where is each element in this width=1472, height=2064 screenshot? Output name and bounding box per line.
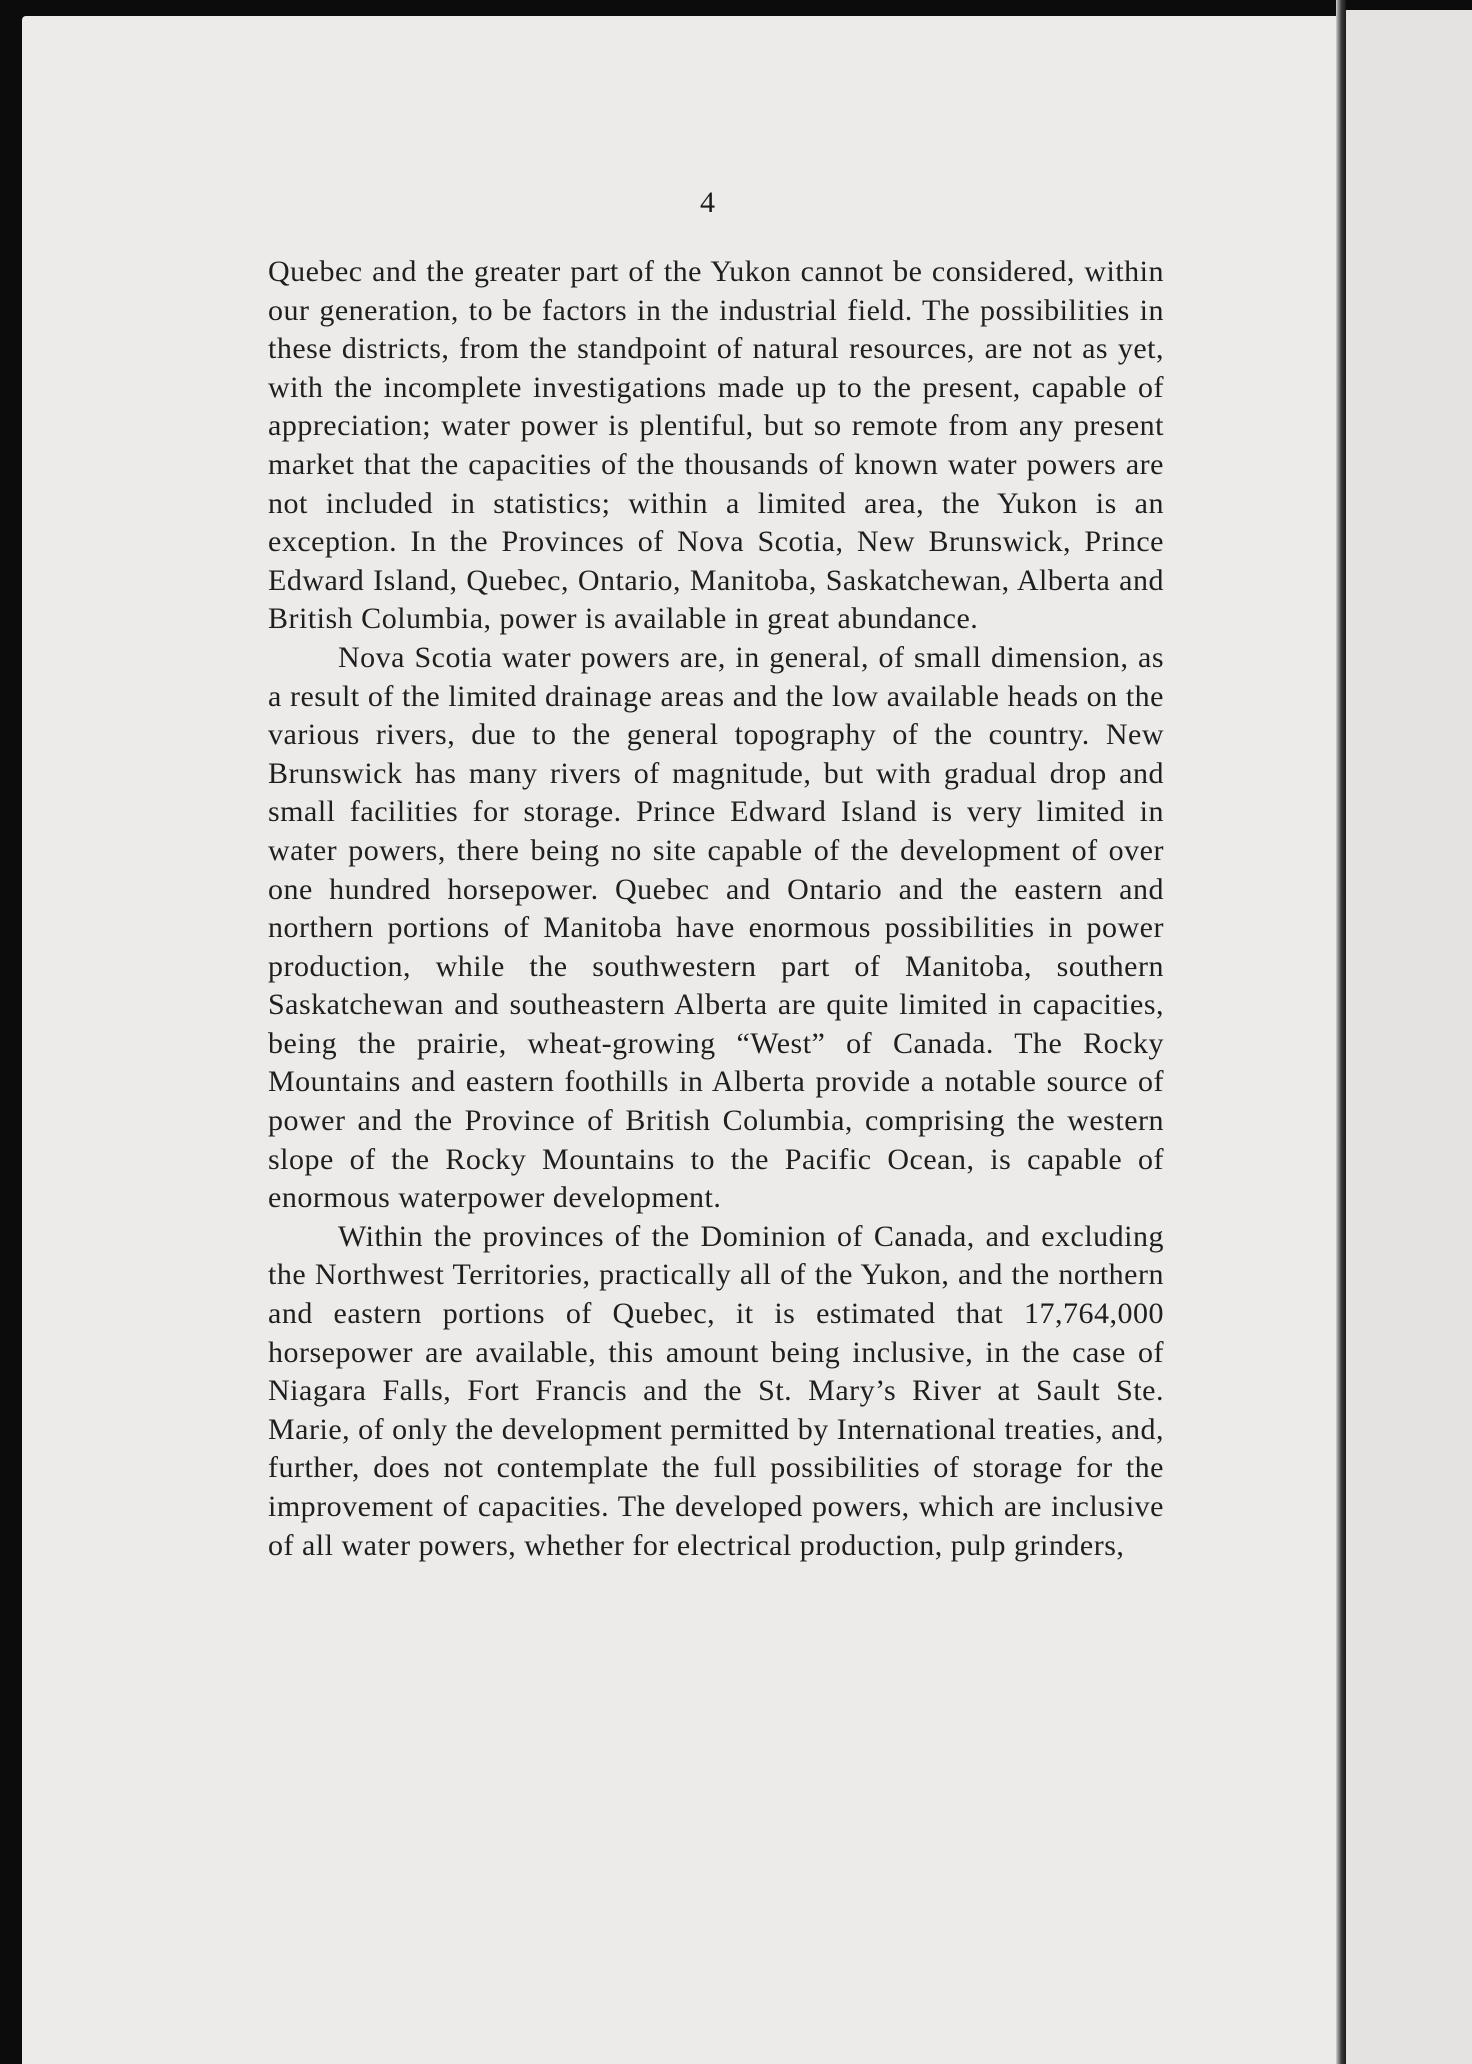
- paragraph-1: Quebec and the greater part of the Yukon cannot be considered, within our generation, to be factors in the industrial field. The possibilities in these districts, from the standpoint of natural resources, are not as yet, with the incomplete investigations made up to the present, capable of appreciation; water power is plentiful, but so remote from any present market that the capacities of the thousands of known water powers are not included in statistics; within a limited area, the Yukon is an exception. In the Provinces of Nova Scotia, New Brunswick, Prince Edward Island, Quebec, Ontario, Manitoba, Saskatchewan, Alberta and British Columbia, power is available in great abundance.: [268, 255, 1164, 636]
- body-text: [268, 253, 1164, 1565]
- facing-page-edge: [1346, 10, 1472, 2064]
- book-gutter-shadow: [1336, 0, 1346, 2064]
- paragraph-2: Nova Scotia water powers are, in general, of small dimension, as a result of the limited drainage areas and the low available heads on the various rivers, due to the general topography of the country. New Brunswick has many rivers of magnitude, but with gradual drop and small facilities for storage. Prince Edward Island is very limited in water powers, there being no site capable of the development of over one hundred horsepower. Quebec and Ontario and the eastern and northern portions of Manitoba have enormous possibilities in power production, while the southwestern part of Manitoba, southern Saskatchewan and southeastern Alberta are quite limited in capacities, being the prairie, wheat-growing “West” of Canada. The Rocky Mountains and eastern foothills in Alberta provide a notable source of power and the Province of British Columbia, comprising the western slope of the Rocky Mountains to the Pacific Ocean, is capable of enormous waterpower development.: [268, 640, 1164, 1215]
- page-number: 4: [700, 186, 715, 219]
- paragraph-3: Within the provinces of the Dominion of Canada, and excluding the Northwest Territories, practically all of the Yukon, and the northern and eastern portions of Quebec, it is estimated that 17,764,000 horsepower are available, this amount being inclusive, in the case of Niagara Falls, Fort Francis and the St. Mary’s River at Sault Ste. Marie, of only the development permitted by International treaties, and, further, does not contemplate the full possibilities of storage for the improvement of capacities. The developed powers, which are inclusive of all water powers, whether for electrical production, pulp grinders,: [268, 1219, 1164, 1562]
